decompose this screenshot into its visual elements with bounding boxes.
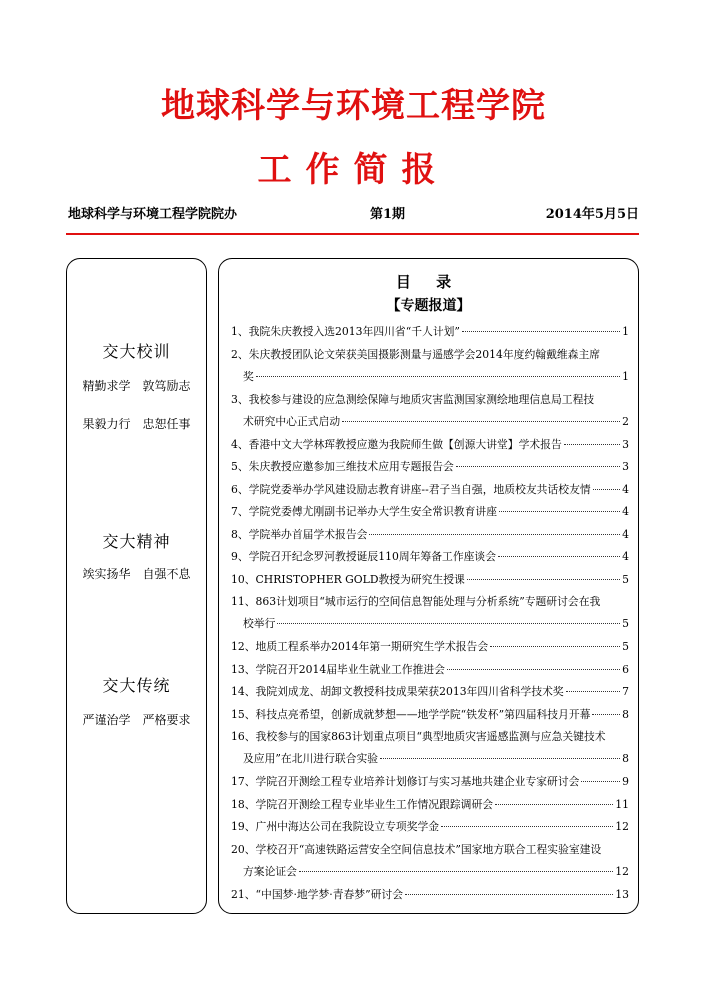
toc-entry[interactable] [231, 524, 629, 546]
toc-entry[interactable] [231, 659, 629, 681]
toc-entry[interactable] [231, 771, 629, 793]
toc-entry-title: 19、广州中海达公司在我院设立专项奖学金 [231, 820, 440, 833]
toc-entry[interactable] [231, 816, 629, 838]
toc-leader-dots [592, 714, 620, 715]
toc-leader-dots [380, 758, 620, 759]
toc-entry[interactable] [231, 726, 629, 770]
toc-page-number: 4 [622, 550, 629, 563]
toc-entry[interactable] [231, 344, 629, 388]
toc-page-number: 12 [615, 864, 629, 878]
toc-page-number: 11 [615, 797, 629, 811]
toc-leader-dots [256, 376, 620, 377]
toc-entry-title: 16、我校参与的国家863计划重点项目“典型地质灾害遥感监测与应急关键技术 [231, 730, 606, 743]
toc-entry[interactable] [231, 839, 629, 883]
issue-number: 第1期 [370, 207, 406, 222]
toc-leader-dots [564, 444, 620, 445]
toc-entry-title: 5、朱庆教授应邀参加三维技术应用专题报告会 [231, 460, 454, 473]
motto-heading: 交大传统 [102, 676, 171, 695]
issue-date: 2014年5月5日 [545, 207, 639, 222]
motto-line: 精勤求学 敦笃励志 [82, 379, 191, 393]
toc-entry-title-cont: 术研究中心正式启动 [243, 414, 341, 428]
motto-line: 竢实扬华 自强不息 [82, 567, 191, 581]
toc-leader-dots [462, 331, 620, 332]
toc-page-number: 5 [622, 572, 629, 586]
toc-entry[interactable] [231, 389, 629, 433]
toc-entry-title: 13、学院召开2014届毕业生就业工作推进会 [231, 662, 445, 676]
toc-entry-title: 4、香港中文大学林珲教授应邀为我院师生做【创源大讲堂】学术报告 [231, 437, 562, 451]
toc-entry[interactable] [231, 704, 629, 726]
toc-page-number: 4 [622, 527, 629, 541]
motto-heading: 交大精神 [102, 532, 171, 551]
toc-entry[interactable] [231, 501, 629, 523]
toc-entry-title: 21、“中国梦·地学梦·青春梦”研讨会 [231, 887, 404, 901]
bulletin-subtitle: 工作简报 [257, 150, 450, 190]
toc-entry[interactable] [231, 636, 629, 658]
toc-entry-title: 2、朱庆教授团队论文荣获美国摄影测量与遥感学会2014年度约翰戴维森主席 [231, 347, 601, 361]
toc-page-number: 3 [622, 460, 629, 473]
toc-section-heading: 【专题报道】 [386, 298, 471, 314]
toc-leader-dots [467, 579, 620, 580]
toc-leader-dots [441, 826, 613, 827]
toc-leader-dots [498, 556, 620, 557]
toc-page-number: 4 [622, 482, 629, 496]
toc-entry[interactable] [231, 546, 629, 568]
toc-leader-dots [495, 804, 613, 805]
toc-entry-title: 15、科技点亮希望，创新成就梦想——地学学院“铁发杯”第四届科技月开幕 [231, 707, 591, 721]
toc-entry-title: 11、863计划项目“城市运行的空间信息智能处理与分析系统”专题研讨会在我 [231, 595, 601, 608]
toc-entry-title: 10、CHRISTOPHER GOLD教授为研究生授课 [231, 572, 465, 586]
toc-page-number: 1 [622, 325, 629, 338]
toc-page-number: 8 [622, 752, 629, 765]
toc-entry[interactable] [231, 681, 629, 703]
toc-leader-dots [566, 691, 620, 692]
toc-leader-dots [456, 466, 620, 467]
toc-title: 目 录 [395, 273, 462, 291]
toc-page-number: 5 [622, 617, 629, 630]
toc-entry-title: 9、学院召开纪念罗河教授诞辰110周年筹备工作座谈会 [231, 550, 497, 563]
toc-entry-title-cont: 奖 [243, 369, 254, 383]
motto-heading: 交大校训 [102, 342, 171, 361]
toc-leader-dots [490, 646, 620, 647]
toc-entry[interactable] [231, 456, 629, 478]
toc-page-number: 6 [622, 662, 629, 676]
toc-leader-dots [299, 871, 613, 872]
motto-line: 果毅力行 忠恕任事 [82, 417, 191, 431]
toc-entry-title: 3、我校参与建设的应急测绘保障与地质灾害监测国家测绘地理信息局工程技 [231, 392, 595, 406]
toc-leader-dots [447, 669, 620, 670]
toc-entry-title: 12、地质工程系举办2014年第一期研究生学术报告会 [231, 640, 489, 653]
toc-page-number: 8 [622, 707, 629, 721]
toc-entry[interactable] [231, 884, 629, 906]
toc-entry-title: 6、学院党委举办学风建设励志教育讲座--君子当自强，地质校友共话校友情 [231, 482, 591, 496]
bulletin-title: 地球科学与环境工程学院 [161, 86, 546, 126]
toc-entry-title: 14、我院刘成龙、胡卸文教授科技成果荣获2013年四川省科学技术奖 [231, 685, 564, 698]
table-of-contents [218, 258, 639, 914]
toc-entry-title: 20、学校召开“高速铁路运营安全空间信息技术”国家地方联合工程实验室建设 [231, 842, 602, 856]
toc-leader-dots [405, 894, 613, 895]
header-divider [66, 233, 639, 235]
toc-entry-title: 8、学院举办首届学术报告会 [231, 527, 368, 541]
toc-leader-dots [277, 623, 620, 624]
toc-page-number: 4 [622, 505, 629, 518]
toc-page-number: 5 [622, 640, 629, 653]
toc-entry[interactable] [231, 591, 629, 635]
toc-entry-title: 18、学院召开测绘工程专业毕业生工作情况跟踪调研会 [231, 797, 494, 811]
toc-entry[interactable] [231, 479, 629, 501]
toc-entry-title-cont: 方案论证会 [243, 864, 297, 878]
toc-page-number: 9 [622, 775, 629, 788]
toc-entry[interactable] [231, 569, 629, 591]
toc-page-number: 2 [622, 414, 629, 428]
toc-leader-dots [369, 534, 620, 535]
toc-page-number: 12 [615, 820, 629, 833]
toc-entry[interactable] [231, 794, 629, 816]
toc-entry[interactable] [231, 434, 629, 456]
toc-entry-title-cont: 校举行 [243, 617, 276, 630]
toc-page-number: 13 [615, 887, 629, 901]
toc-entry[interactable] [231, 321, 629, 343]
issuing-office: 地球科学与环境工程学院院办 [68, 207, 238, 222]
motto-line: 严谨治学 严格要求 [82, 713, 191, 727]
toc-page-number: 3 [622, 437, 629, 451]
toc-leader-dots [581, 781, 620, 782]
toc-page-number: 7 [622, 685, 629, 698]
toc-page-number: 1 [622, 369, 629, 383]
toc-leader-dots [499, 511, 620, 512]
toc-leader-dots [593, 489, 620, 490]
toc-entry-title: 1、我院朱庆教授入选2013年四川省“千人计划” [231, 325, 460, 338]
toc-entry-title: 7、学院党委傅尤刚副书记举办大学生安全常识教育讲座 [231, 505, 497, 518]
toc-entry-title: 17、学院召开测绘工程专业培养计划修订与实习基地共建企业专家研讨会 [231, 775, 580, 788]
toc-leader-dots [342, 421, 620, 422]
motto-panel [66, 258, 207, 914]
toc-entry-title-cont: 及应用”在北川进行联合实验 [243, 752, 379, 765]
